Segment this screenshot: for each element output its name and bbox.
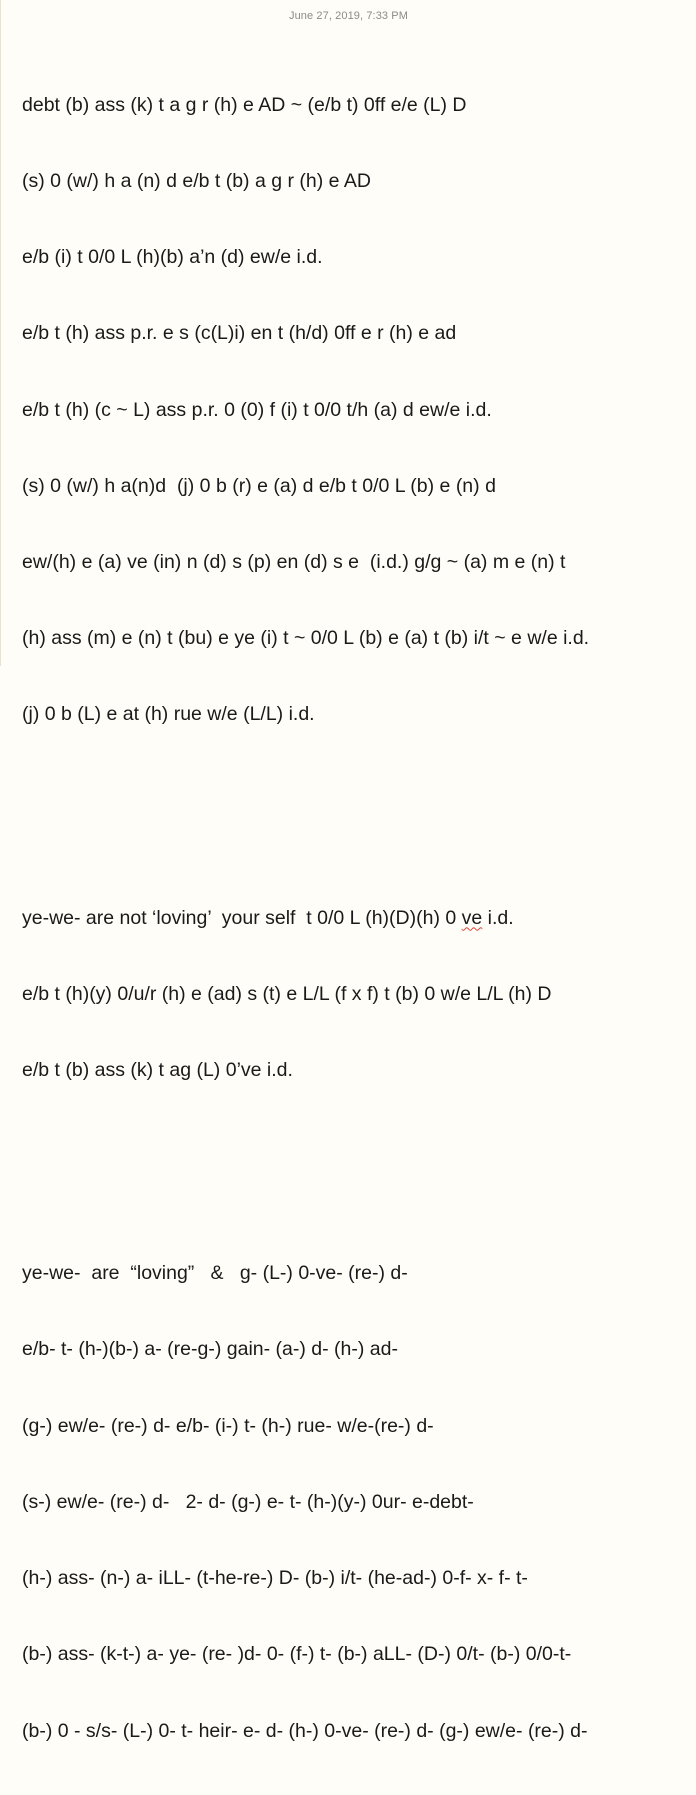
blank-line xyxy=(22,804,692,829)
note-line: (j) 0 b (L) e at (h) rue w/e (L/L) i.d. xyxy=(22,703,315,726)
note-line: (s) 0 (w/) h a (n) d e/b t (b) a g r (h) e AD xyxy=(22,170,371,193)
note-line: (s) 0 (w/) h a(n)d (j) 0 b (r) e (a) d e/b t 0/0 L (b) e (n) d xyxy=(22,474,496,497)
note-line: ye-we- are “loving” & g- (L-) 0-ve- (re-) d- xyxy=(22,1262,408,1285)
note-line: debt (b) ass (k) t a g r (h) e AD ~ (e/b t) 0ff e/e (L) D xyxy=(22,93,467,116)
note-line: e/b t (h) ass p.r. e s (c(L)i) en t (h/d) 0ff e r (h) e ad xyxy=(22,322,457,345)
note-line: e/b (i) t 0/0 L (h)(b) a’n (d) ew/e i.d. xyxy=(22,246,323,269)
note-line: ew/(h) e (a) ve (in) n (d) s (p) en (d) s e (i.d.) g/g ~ (a) m e (n) t xyxy=(22,551,566,574)
note-timestamp: June 27, 2019, 7:33 PM xyxy=(288,10,408,22)
note-text-segment: i.d. xyxy=(482,906,514,929)
note-line: (h-) ass- (n-) a- iLL- (t-he-re-) D- (b-) i/t- (he-ad-) 0-f- x- f- t- xyxy=(22,1567,528,1590)
note-line xyxy=(22,906,692,931)
note-line: e/b t (h) (c ~ L) ass p.r. 0 (0) f (i) t 0/0 t/h (a) d ew/e i.d. xyxy=(22,398,492,421)
note-line: e/b t (h)(y) 0/u/r (h) e (ad) s (t) e L/L (f x f) t (b) 0 w/e L/L (h) D xyxy=(22,982,552,1005)
blank-line xyxy=(22,1160,692,1185)
note-line: (b-) 0 - s/s- (L-) 0- t- heir- e- d- (h-) 0-ve- (re-) d- (g-) ew/e- (re-) d- xyxy=(22,1719,588,1742)
note-line: (b-) ass- (k-t-) a- ye- (re- )d- 0- (f-) t- (b-) aLL- (D-) 0/t- (b-) 0/0-t- xyxy=(22,1643,572,1666)
spellcheck-flagged-word[interactable]: ve xyxy=(461,906,483,929)
note-line: (h) ass (m) e (n) t (bu) e ye (i) t ~ 0/0 L (b) e (a) t (b) i/t ~ e w/e i.d. xyxy=(22,627,590,650)
note-line: (s-) ew/e- (re-) d- 2- d- (g-) e- t- (h-)(y-) 0ur- e-debt- xyxy=(22,1490,474,1513)
note-line: (g-) ew/e- (re-) d- e/b- (i-) t- (h-) rue- w/e-(re-) d- xyxy=(22,1414,434,1437)
note-text-segment: ye-we- are not ‘loving’ your self t 0/0 L (h)(D)(h) 0 xyxy=(22,906,462,929)
note-line: e/b- t- (h-)(b-) a- (re-g-) gain- (a-) d- (h-) ad- xyxy=(22,1338,398,1361)
note-line: e/b t (b) ass (k) t ag (L) 0’ve i.d. xyxy=(22,1059,293,1082)
note-body-editor[interactable] xyxy=(22,42,692,1795)
